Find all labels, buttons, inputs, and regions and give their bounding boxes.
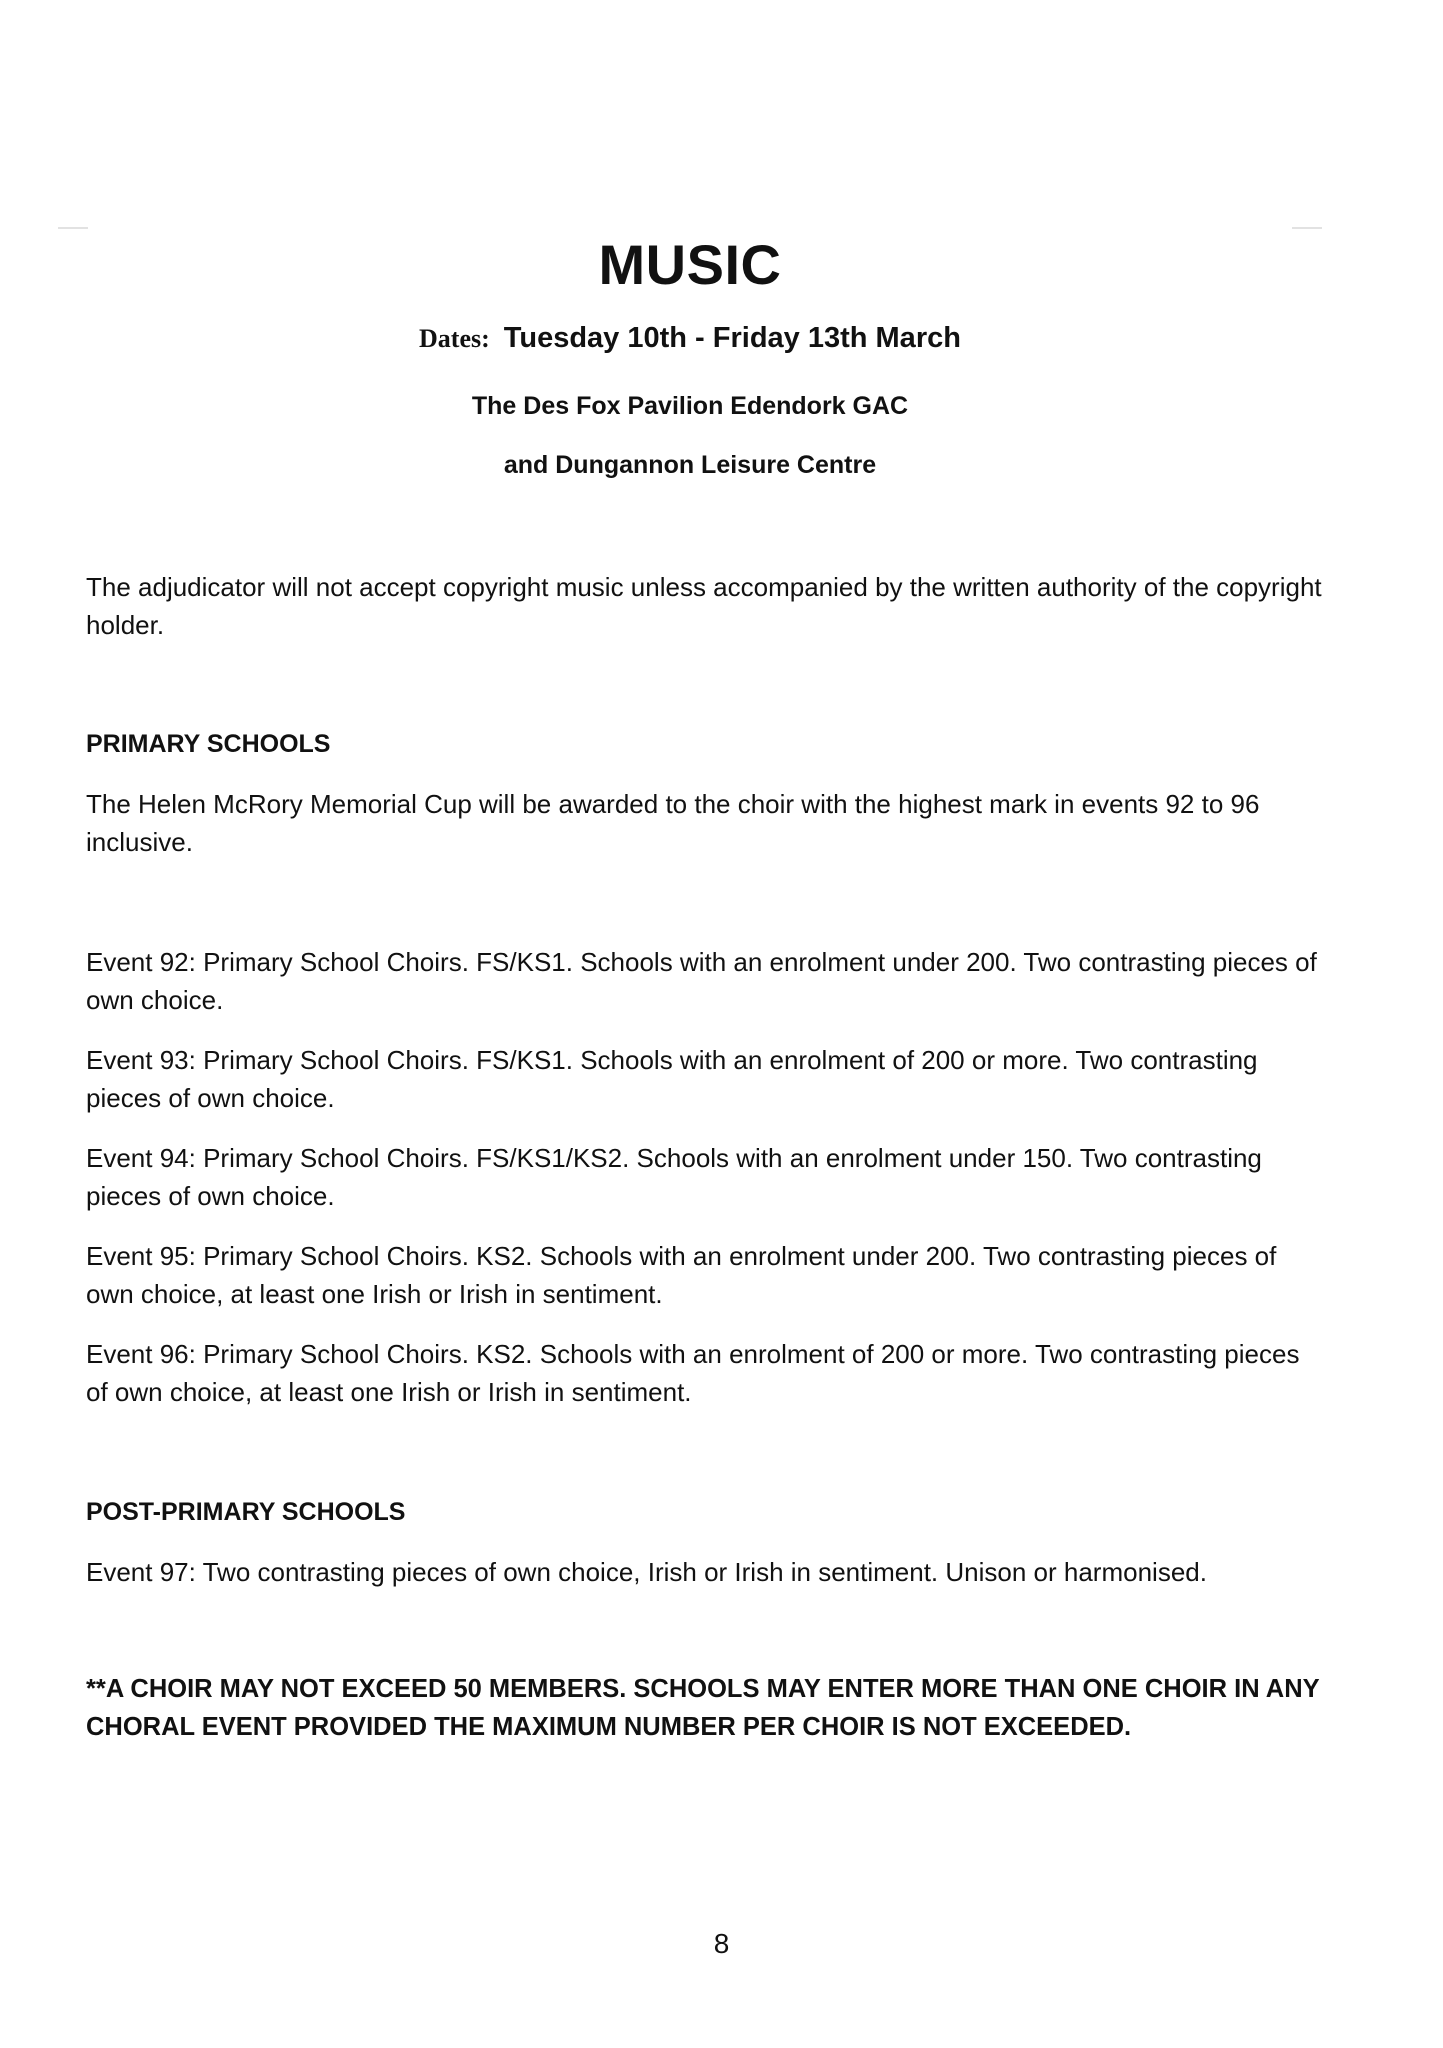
event-96: Event 96: Primary School Choirs. KS2. Schools with an enrolment of 200 or more. Two contrasting pieces of own choice, at least one Irish or Irish in sentiment. <box>86 1339 1300 1407</box>
primary-schools-heading: PRIMARY SCHOOLS <box>86 730 331 758</box>
dates-value: Tuesday 10th - Friday 13th March <box>503 322 961 354</box>
header-rule-left <box>58 227 88 229</box>
primary-cup-paragraph: The Helen McRory Memorial Cup will be awarded to the choir with the highest mark in events 92 to 96 inclusive. <box>86 789 1260 857</box>
venue-line-1: The Des Fox Pavilion Edendork GAC <box>471 392 909 420</box>
header-rule-right <box>1292 227 1322 229</box>
page-title: MUSIC <box>598 233 782 296</box>
page-number: 8 <box>713 1928 730 1959</box>
event-94: Event 94: Primary School Choirs. FS/KS1/KS2. Schools with an enrolment under 150. Two contrasting pieces of own choice. <box>86 1143 1262 1211</box>
venue-line-2: and Dungannon Leisure Centre <box>503 451 877 479</box>
choir-warning: **A CHOIR MAY NOT EXCEED 50 MEMBERS. SCHOOLS MAY ENTER MORE THAN ONE CHOIR IN ANY CHORAL EVENT PROVIDED THE MAXIMUM NUMBER PER CHOIR IS NOT EXCEEDED. <box>86 1675 1320 1741</box>
event-93: Event 93: Primary School Choirs. FS/KS1. Schools with an enrolment of 200 or more. Two contrasting pieces of own choice. <box>86 1045 1258 1113</box>
event-97: Event 97: Two contrasting pieces of own choice, Irish or Irish in sentiment. Unison or harmonised. <box>86 1557 1207 1587</box>
dates-line <box>0 322 1380 355</box>
event-95: Event 95: Primary School Choirs. KS2. Schools with an enrolment under 200. Two contrasting pieces of own choice, at least one Irish or Irish in sentiment. <box>86 1241 1277 1309</box>
dates-label: Dates: <box>419 324 490 353</box>
event-92: Event 92: Primary School Choirs. FS/KS1. Schools with an enrolment under 200. Two contrasting pieces of own choice. <box>86 947 1317 1015</box>
copyright-note: The adjudicator will not accept copyright music unless accompanied by the written authority of the copyright holder. <box>86 572 1322 640</box>
post-primary-heading: POST-PRIMARY SCHOOLS <box>86 1498 406 1526</box>
